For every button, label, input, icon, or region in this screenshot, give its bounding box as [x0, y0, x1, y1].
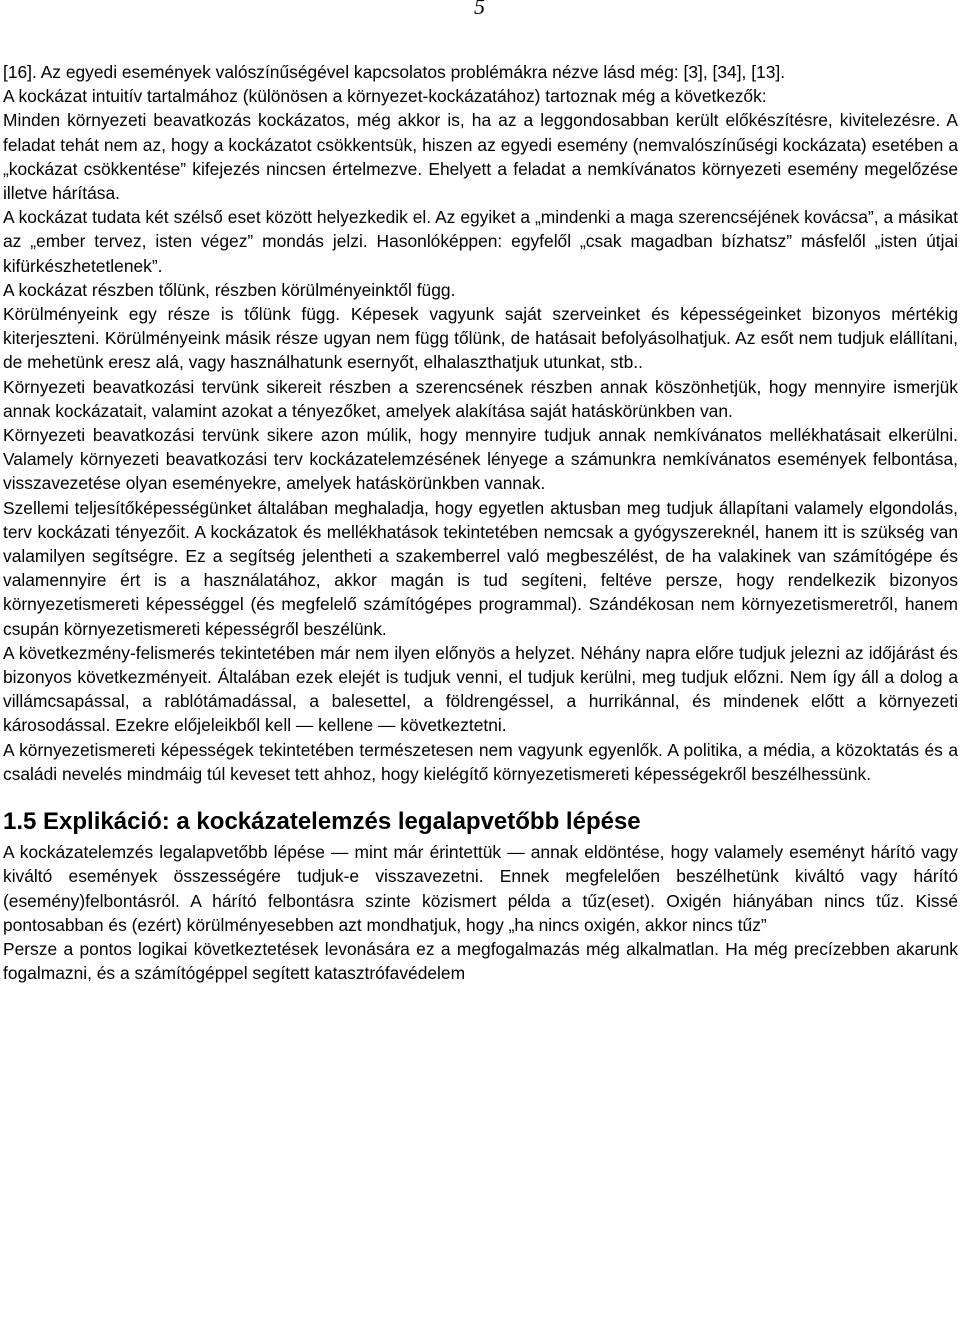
- paragraph-basic-step: A kockázatelemzés legalapvetőbb lépése — mint már érintettük — annak eldöntése, hogy valamely eseményt hárító vagy kiváltó események összességére tudjuk-e visszavezetni. Ennek megfelelően beszélhetünk kiváltó vagy hárító (esemény)felbontásról. A hárító felbontásra szinte közismert példa a tűz(eset). Oxigén hiányában nincs tűz. Kissé pontosabban és (ezért) körülményesebben azt mondhatjuk, hogy „ha nincs oxigén, akkor nincs tűz”: [3, 842, 958, 935]
- paragraph-environmental-intervention: Minden környezeti beavatkozás kockázatos, még akkor is, ha az a leggondosabban került előkészítésre, kivitelezésre. A feladat tehát nem az, hogy a kockázatot csökkentsük, hiszen az egyedi esemény (nemvalószínűségi kockázata) esetében a „kockázat csökkentése” kifejezés nincsen értelmezve. Ehelyett a feladat a nemkívánatos környezeti esemény megelőzése illetve hárítása.: [3, 110, 958, 204]
- paragraph-circumstances: Körülményeink egy része is tőlünk függ. Képesek vagyunk saját szerveinket és képességeinket bizonyos mértékig kiterjeszteni. Körülményeink másik része ugyan nem függ tőlünk, de hatásait befolyásolhatjuk. Az esőt nem tudjuk elállítani, de mehetünk eresz alá, vagy használhatunk esernyőt, elhalaszthatjuk utunkat, stb..: [3, 304, 958, 373]
- paragraph-risk-awareness: A kockázat tudata két szélső eset között helyezkedik el. Az egyiket a „mindenki a maga szerencséjének kovácsa”, a másikat az „ember tervez, isten végez” mondás jelzi. Hasonlóképpen: egyfelől „csak magadban bízhatsz” másfelől „isten útjai kifürkészhetetlenek”.: [3, 207, 958, 276]
- section-heading: 1.5 Explikáció: a kockázatelemzés legalapvetőbb lépése: [3, 808, 641, 836]
- paragraph-plan-success: Környezeti beavatkozási tervünk sikereit részben a szerencsének részben annak köszönhetjük, hogy mennyire ismerjük annak kockázatait, valamint azokat a tényezőket, amelyek alakítása saját hatáskörünkben van.: [3, 376, 958, 421]
- paragraph-references: [16]. Az egyedi események valószínűségével kapcsolatos problémákra nézve lásd még: [3], [34], [13].: [3, 62, 786, 82]
- paragraph-intuitive-content: A kockázat intuitív tartalmához (különösen a környezet-kockázatához) tartoznak még a következők:: [3, 86, 767, 107]
- paragraph-mental-capacity: Szellemi teljesítőképességünket általában meghaladja, hogy egyetlen aktusban meg tudjuk állapítani valamely elgondolás, terv kockázati tényezőit. A kockázatok és mellékhatások tekintetében nemcsak a gyógyszereknél, hanem itt is szükség van valamilyen segítségre. Ez a segítség jelentheti a szakemberrel való megbeszélést, de ha valakinek van számítógépe és valamennyire ért is a használatához, akkor magán is tud segíteni, feltéve persze, hogy rendelkezik bizonyos környezetismereti képességgel (és megfelelő számítógépes programmal). Szándékosan nem környezetismeretről, hanem csupán környezetismereti képességről beszélünk.: [3, 497, 958, 639]
- paragraph-logical-inference: Persze a pontos logikai következtetések levonására ez a megfogalmazás még alkalmatlan. Ha még precízebben akarunk fogalmazni, és a számítógéppel segített katasztrófavédelem: [3, 938, 958, 984]
- paragraph-consequence-recognition: A következmény-felismerés tekintetében már nem ilyen előnyös a helyzet. Néhány napra előre tudjuk jelezni az időjárást és bizonyos következményeit. Általában ezek elejét is tudjuk venni, el tudjuk kerülni, meg tudjuk előzni. Nem így áll a dolog a villámcsapással, a rablótámadással, a balesettel, a földrengéssel, a hurrikánnal, és mindenek előtt a környezeti károsodással. Ezekre előjeleikből kell — kellene — következtetni.: [3, 642, 958, 736]
- page-number: 5: [474, 0, 485, 19]
- paragraph-environmental-skills: A környezetismereti képességek tekintetében természetesen nem vagyunk egyenlők. A politika, a média, a közoktatás és a családi nevelés mindmáig túl keveset tett ahhoz, hogy kielégítő környezetismereti képességekről beszélhessünk.: [3, 739, 958, 784]
- document-body: [3, 60, 958, 985]
- paragraph-risk-depends: A kockázat részben tőlünk, részben körülményeinktől függ.: [3, 279, 456, 300]
- paragraph-side-effects: Környezeti beavatkozási tervünk sikere azon múlik, hogy mennyire tudjuk annak nemkívánatos mellékhatásait elkerülni. Valamely környezeti beavatkozási terv kockázatelemzésének lényege a számunkra nemkívánatos események felbontása, visszavezetése olyan eseményekre, amelyek hatáskörünkben vannak.: [3, 425, 958, 494]
